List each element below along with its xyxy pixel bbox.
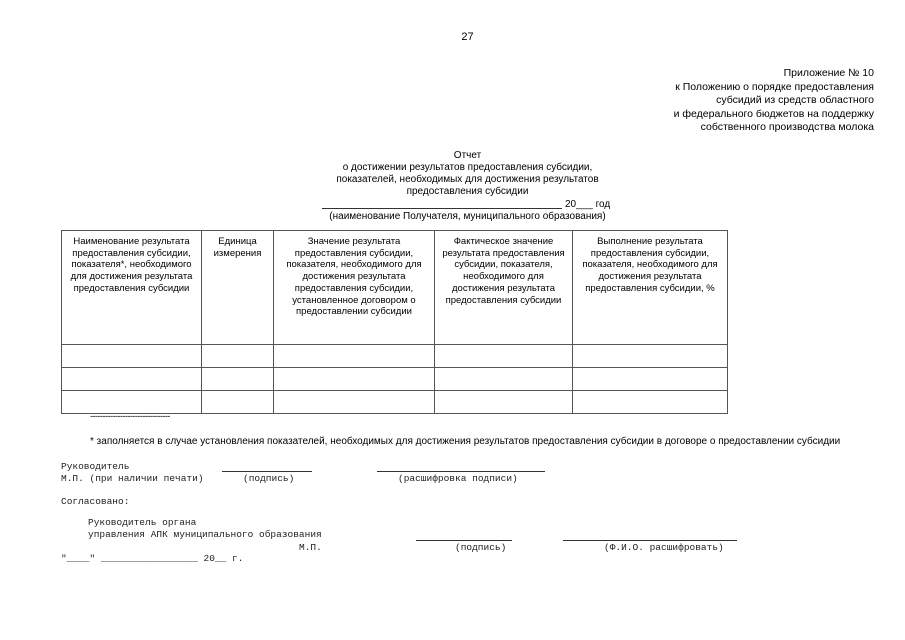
org-head-line: Руководитель органа <box>88 517 197 528</box>
column-header: Фактическое значение результата предоставления субсидии, показателя, необходимого для достижения результата предоставления субсидии <box>435 231 573 345</box>
table-cell[interactable] <box>62 368 202 391</box>
table-cell[interactable] <box>573 368 728 391</box>
table-row <box>62 345 728 368</box>
footnote-separator: -------------------------------- <box>90 411 170 421</box>
page-number: 27 <box>461 31 474 43</box>
column-header: Наименование результата предоставления субсидии, показателя*, необходимого для достижения результата предоставления субсидии <box>62 231 202 345</box>
org-head-line: управления АПК муниципального образования <box>88 529 322 540</box>
head-signature-line[interactable] <box>222 471 312 472</box>
mp-label: М.П. <box>299 542 322 553</box>
report-subtitle-line: показателей, необходимых для достижения результатов <box>336 174 599 185</box>
table-cell[interactable] <box>274 345 435 368</box>
org-fio-line[interactable] <box>563 540 737 541</box>
head-label: Руководитель <box>61 461 130 472</box>
table-cell[interactable] <box>62 345 202 368</box>
column-header: Единица измерения <box>202 231 274 345</box>
appendix-line: субсидий из средств областного <box>716 94 874 106</box>
table-cell[interactable] <box>274 391 435 414</box>
recipient-name-line <box>322 208 562 209</box>
table-cell[interactable] <box>435 391 573 414</box>
table-header-row <box>62 231 728 345</box>
column-header: Значение результата предоставления субсидии, показателя, необходимого для достижения результата предоставления субсидии, установленное договором о предоставлении субсидии <box>274 231 435 345</box>
decoding-caption: (расшифровка подписи) <box>398 473 518 484</box>
table-cell[interactable] <box>202 368 274 391</box>
report-table <box>61 230 728 414</box>
fio-caption: (Ф.И.О. расшифровать) <box>604 542 724 553</box>
org-signature-line[interactable] <box>416 540 512 541</box>
report-title: Отчет <box>453 150 482 161</box>
appendix-line: и федерального бюджетов на поддержку <box>673 108 874 120</box>
signature-caption: (подпись) <box>243 473 295 484</box>
table-cell[interactable] <box>202 345 274 368</box>
column-header: Выполнение результата предоставления субсидии, показателя, необходимого для достижения результата предоставления субсидии, % <box>573 231 728 345</box>
table-cell[interactable] <box>573 345 728 368</box>
stamp-label: М.П. (при наличии печати) <box>61 473 204 484</box>
report-subtitle-line: о достижении результатов предоставления субсидии, <box>342 162 593 173</box>
report-subtitle-line: предоставления субсидии <box>406 186 529 197</box>
table-cell[interactable] <box>274 368 435 391</box>
date-line[interactable]: "____" _________________ 20__ г. <box>61 553 244 564</box>
signature-caption-2: (подпись) <box>455 542 507 553</box>
table-row <box>62 368 728 391</box>
table-cell[interactable] <box>202 391 274 414</box>
appendix-line: собственного производства молока <box>700 121 874 133</box>
report-year: 20___ год <box>565 199 611 210</box>
appendix-line: к Положению о порядке предоставления <box>675 81 874 93</box>
table-cell[interactable] <box>435 368 573 391</box>
recipient-caption: (наименование Получателя, муниципального образования) <box>329 211 606 222</box>
appendix-title: Приложение № 10 <box>783 67 874 79</box>
agreed-label: Согласовано: <box>61 496 130 507</box>
footnote-text: * заполняется в случае установления показателей, необходимых для достижения результатов предоставления субсидии в договоре о предоставлении субсидии <box>90 436 841 447</box>
head-decoding-line[interactable] <box>377 471 545 472</box>
table-cell[interactable] <box>435 345 573 368</box>
table-cell[interactable] <box>573 391 728 414</box>
